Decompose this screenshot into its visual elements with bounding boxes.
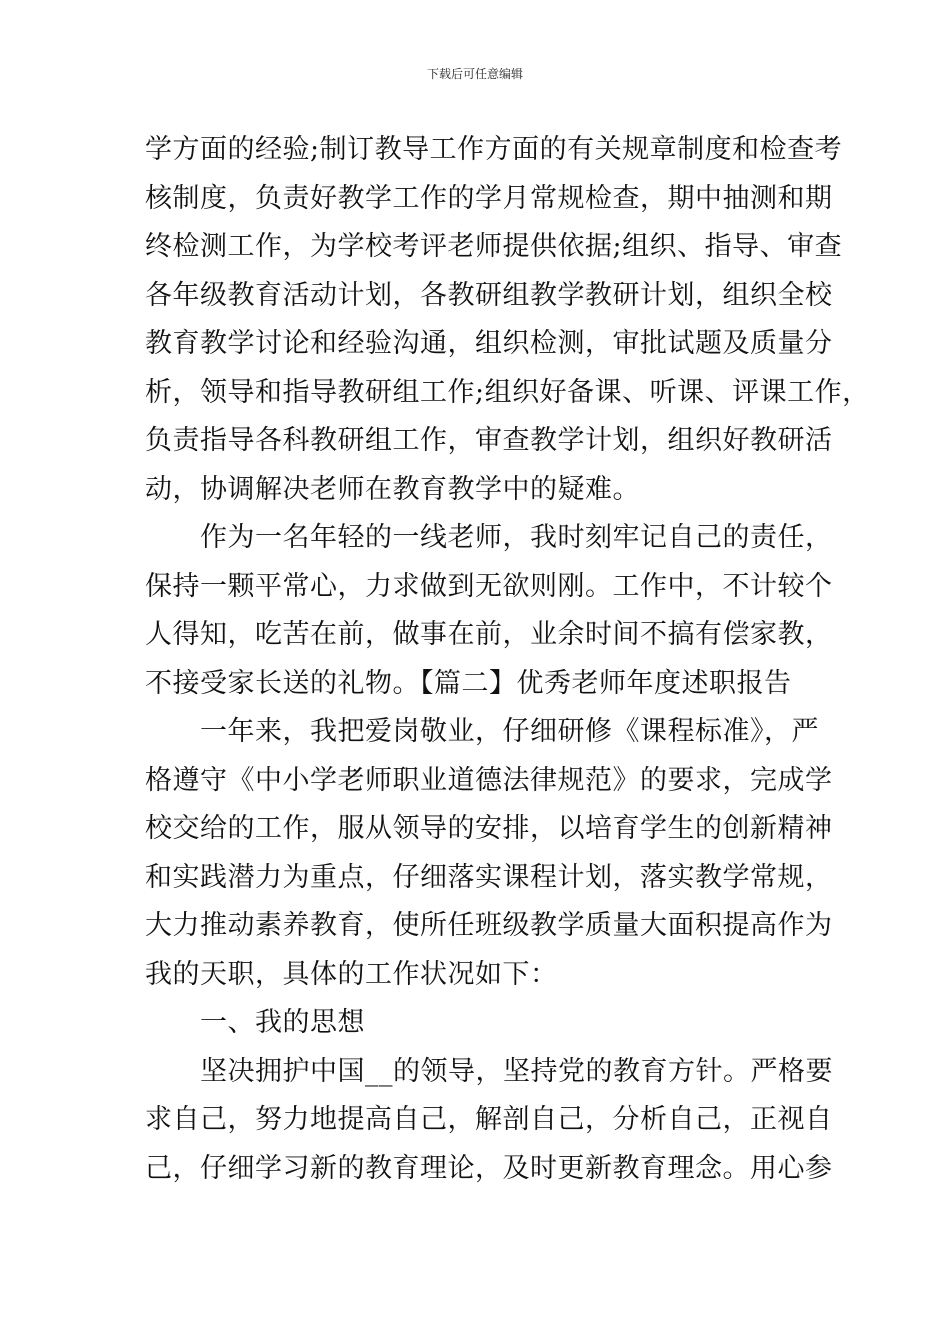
body-line: 负责指导各科教研组工作，审查教学计划，组织好教研活 bbox=[145, 425, 833, 456]
body-line: 己，仔细学习新的教育理论，及时更新教育理念。用心参 bbox=[145, 1152, 833, 1184]
body-line: 各年级教育活动计划，各教研组教学教研计划，组织全校 bbox=[145, 279, 833, 311]
body-line: 学方面的经验;制订教导工作方面的有关规章制度和检查考 bbox=[145, 134, 843, 165]
body-line: 不接受家长送的礼物。【篇二】优秀老师年度述职报告 bbox=[145, 667, 792, 699]
body-line: 保持一颗平常心，力求做到无欲则刚。工作中，不计较个 bbox=[145, 570, 833, 602]
paragraph-start-line: 一年来，我把爱岗敬业，仔细研修《课程标准》，严 bbox=[200, 716, 819, 747]
body-line: 教育教学讨论和经验沟通，组织检测，审批试题及质量分 bbox=[145, 328, 833, 359]
body-line: 和实践潜力为重点，仔细落实课程计划，落实教学常规， bbox=[145, 861, 833, 893]
section-heading: 一、我的思想 bbox=[200, 1007, 365, 1038]
body-line: 校交给的工作，服从领导的安排，以培育学生的创新精神 bbox=[145, 813, 833, 844]
body-line: 求自己，努力地提高自己，解剖自己，分析自己，正视自 bbox=[145, 1104, 833, 1135]
paragraph-start-line: 坚决拥护中国__的领导，坚持党的教育方针。严格要 bbox=[200, 1055, 833, 1087]
body-line: 析，领导和指导教研组工作;组织好备课、听课、评课工作， bbox=[145, 376, 870, 408]
page-header: 下载后可任意编辑 bbox=[426, 67, 523, 81]
body-line: 大力推动素养教育，使所任班级教学质量大面积提高作为 bbox=[145, 910, 833, 941]
document-body bbox=[145, 126, 870, 1193]
body-line: 我的天职，具体的工作状况如下： bbox=[145, 958, 558, 990]
paragraph-start-line: 作为一名年轻的一线老师，我时刻牢记自己的责任， bbox=[200, 522, 833, 553]
body-line: 格遵守《中小学老师职业道德法律规范》的要求，完成学 bbox=[145, 764, 833, 796]
body-line: 终检测工作，为学校考评老师提供依据;组织、指导、审查 bbox=[145, 231, 843, 262]
body-line: 人得知，吃苦在前，做事在前，业余时间不搞有偿家教， bbox=[145, 619, 833, 650]
body-line: 动，协调解决老师在教育教学中的疑难。 bbox=[145, 473, 640, 505]
body-line: 核制度，负责好教学工作的学月常规检查，期中抽测和期 bbox=[145, 182, 833, 214]
